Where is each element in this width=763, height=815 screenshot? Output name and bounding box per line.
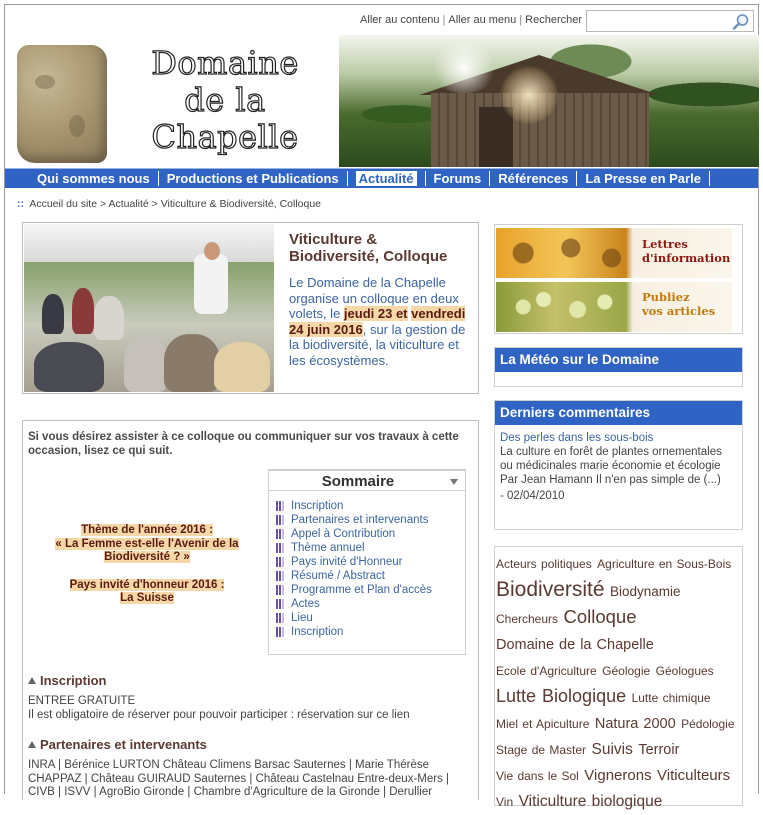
tag-link[interactable]: Acteurs politiques xyxy=(496,557,592,571)
date-highlight-2: vendredi 24 juin 2016 xyxy=(289,306,466,337)
search-input[interactable] xyxy=(589,13,729,29)
tag-link[interactable]: Natura 2000 xyxy=(594,716,676,732)
search-box xyxy=(586,10,754,32)
toc-item-inscription[interactable]: Inscription xyxy=(275,499,432,513)
header-banner-image xyxy=(339,35,759,167)
tag-link[interactable]: Lutte chimique xyxy=(631,691,711,705)
top-links-bar xyxy=(5,5,758,35)
article-intro xyxy=(22,222,479,394)
toc-item-partenaires[interactable]: Partenaires et intervenants xyxy=(275,513,432,527)
breadcrumb: :: Accueil du site > Actualité > Viticulture & Biodiversité, Colloque xyxy=(17,198,322,210)
breadcrumb-home-link[interactable]: Accueil du site xyxy=(29,198,98,210)
skip-to-content-link[interactable]: Aller au contenu xyxy=(360,14,440,26)
toc-item-appel[interactable]: Appel à Contribution xyxy=(275,527,432,541)
triangle-up-icon xyxy=(28,741,36,748)
nav-item-forums[interactable]: Forums xyxy=(426,171,491,186)
tag-link[interactable]: Viticulture biologique xyxy=(518,793,663,810)
comment-excerpt: La culture en forêt de plantes ornementales ou médicinales marie économie et écologie Par Jean Hamann Il n'en pas simple de (...) xyxy=(500,446,722,486)
page-frame xyxy=(4,4,759,810)
tag-link[interactable]: Vignerons xyxy=(584,767,652,784)
comments-box xyxy=(494,400,743,530)
toc-item-inscription-2[interactable]: Inscription xyxy=(275,625,432,639)
tag-link[interactable]: Pédologie xyxy=(681,717,735,731)
table-of-contents xyxy=(268,469,466,655)
chevron-down-icon[interactable] xyxy=(450,479,458,485)
tag-link[interactable]: Vie dans le Sol xyxy=(496,769,579,783)
tag-link[interactable]: Colloque xyxy=(563,606,637,627)
stone-logo-image xyxy=(17,45,107,163)
newsletter-banner[interactable]: Lettres d'information xyxy=(496,228,732,278)
toc-item-resume[interactable]: Résumé / Abstract xyxy=(275,569,432,583)
inscription-text: ENTREE GRATUITE Il est obligatoire de réserver pour pouvoir participer : réservation sur ce lien xyxy=(28,695,410,721)
triangle-up-icon xyxy=(28,677,36,684)
tag-link[interactable]: Géologie xyxy=(602,664,651,678)
tag-link[interactable]: Géologues xyxy=(655,664,714,678)
article-lead: Le Domaine de la Chapelle organise un colloque en deux volets, le jeudi 23 et vendredi 24 juin 2016, sur la gestion de la biodiversité, la viticulture et les écosystèmes. xyxy=(289,275,466,368)
accessibility-links: Aller au contenu | Aller au menu | Rechercher xyxy=(360,14,582,26)
tag-link[interactable]: Biodynamie xyxy=(610,584,681,599)
tag-link[interactable]: Viticulteurs xyxy=(657,767,731,784)
tag-link[interactable]: Terroir xyxy=(638,742,680,758)
section-title-inscription[interactable]: Inscription xyxy=(28,673,106,688)
tag-link[interactable]: Chercheurs xyxy=(496,612,559,626)
comment-date: - 02/04/2010 xyxy=(500,490,565,502)
invite-text: Si vous désirez assister à ce colloque ou communiquer sur vos travaux à cette occasion, lisez ce qui suit. xyxy=(28,431,459,457)
colloquium-photo xyxy=(24,224,274,392)
toc-item-lieu[interactable]: Lieu xyxy=(275,611,432,625)
main-navigation xyxy=(5,168,758,188)
toc-item-programme[interactable]: Programme et Plan d'accès xyxy=(275,583,432,597)
toc-title: Sommaire xyxy=(321,473,395,490)
tag-link[interactable]: Ecole d'Agriculture xyxy=(496,664,597,678)
tag-link[interactable]: Lutte Biologique xyxy=(496,686,627,706)
toc-header[interactable] xyxy=(269,469,466,491)
toc-item-pays[interactable]: Pays invité d'Honneur xyxy=(275,555,432,569)
bees-image xyxy=(496,228,632,278)
comment-title-link[interactable]: Des perles dans les sous-bois xyxy=(500,432,654,444)
grapes-image xyxy=(496,282,632,332)
toc-item-actes[interactable]: Actes xyxy=(275,597,432,611)
article-title: Viticulture & Biodiversité, Colloque xyxy=(289,231,448,265)
publish-banner[interactable]: Publiez vos articles xyxy=(496,282,732,332)
meteo-title[interactable]: La Météo sur le Domaine xyxy=(495,348,742,372)
tag-link[interactable]: Vin xyxy=(496,795,514,809)
breadcrumb-current: Viticulture & Biodiversité, Colloque xyxy=(160,198,322,210)
tag-link[interactable]: Agriculture en Sous-Bois xyxy=(597,557,732,571)
section-title-partenaires[interactable]: Partenaires et intervenants xyxy=(28,737,207,752)
comments-title: Derniers commentaires xyxy=(495,401,742,425)
nav-item-presse[interactable]: La Presse en Parle xyxy=(577,171,710,186)
search-label: Rechercher xyxy=(525,14,582,26)
nav-item-actualite[interactable]: Actualité xyxy=(348,171,426,186)
nav-item-qui-sommes-nous[interactable]: Qui sommes nous xyxy=(29,171,159,186)
toc-item-theme[interactable]: Thème annuel xyxy=(275,541,432,555)
sidebar-promos xyxy=(494,224,743,334)
tag-cloud xyxy=(494,546,743,810)
partners-text: INRA | Bérénice LURTON Château Climens Barsac Sauternes | Marie Thérèse CHAPPAZ | Château GUIRAUD Sauternes | Château Castelnau Entre-deux-Mers | CIVB | ISVV | AgroBio Gironde | Chambre d'Agriculture de la Gironde | Derullier xyxy=(28,759,450,798)
tag-link[interactable]: Biodiversité xyxy=(496,578,605,601)
meteo-box xyxy=(494,347,743,387)
search-icon[interactable] xyxy=(732,13,750,30)
article-body xyxy=(22,420,479,800)
nav-item-productions[interactable]: Productions et Publications xyxy=(159,171,348,186)
tag-link[interactable]: Miel et Apiculture xyxy=(496,717,590,731)
theme-block: Thème de l'année 2016 : « La Femme est-elle l'Avenir de la Biodiversité ? » Pays invité d'honneur 2016 : La Suisse xyxy=(55,524,239,604)
nav-item-references[interactable]: Références xyxy=(490,171,577,186)
date-highlight-1: jeudi 23 et xyxy=(343,306,408,321)
tag-link[interactable]: Suivis xyxy=(591,741,633,758)
site-header xyxy=(17,35,758,167)
breadcrumb-section-link[interactable]: Actualité xyxy=(108,198,149,210)
skip-to-menu-link[interactable]: Aller au menu xyxy=(448,14,517,26)
site-title[interactable]: Domaine de la Chapelle xyxy=(151,44,299,156)
tag-link[interactable]: Domaine de la Chapelle xyxy=(496,637,654,653)
tag-link[interactable]: Stage de Master xyxy=(496,743,587,757)
breadcrumb-bullet-icon: :: xyxy=(17,198,24,210)
